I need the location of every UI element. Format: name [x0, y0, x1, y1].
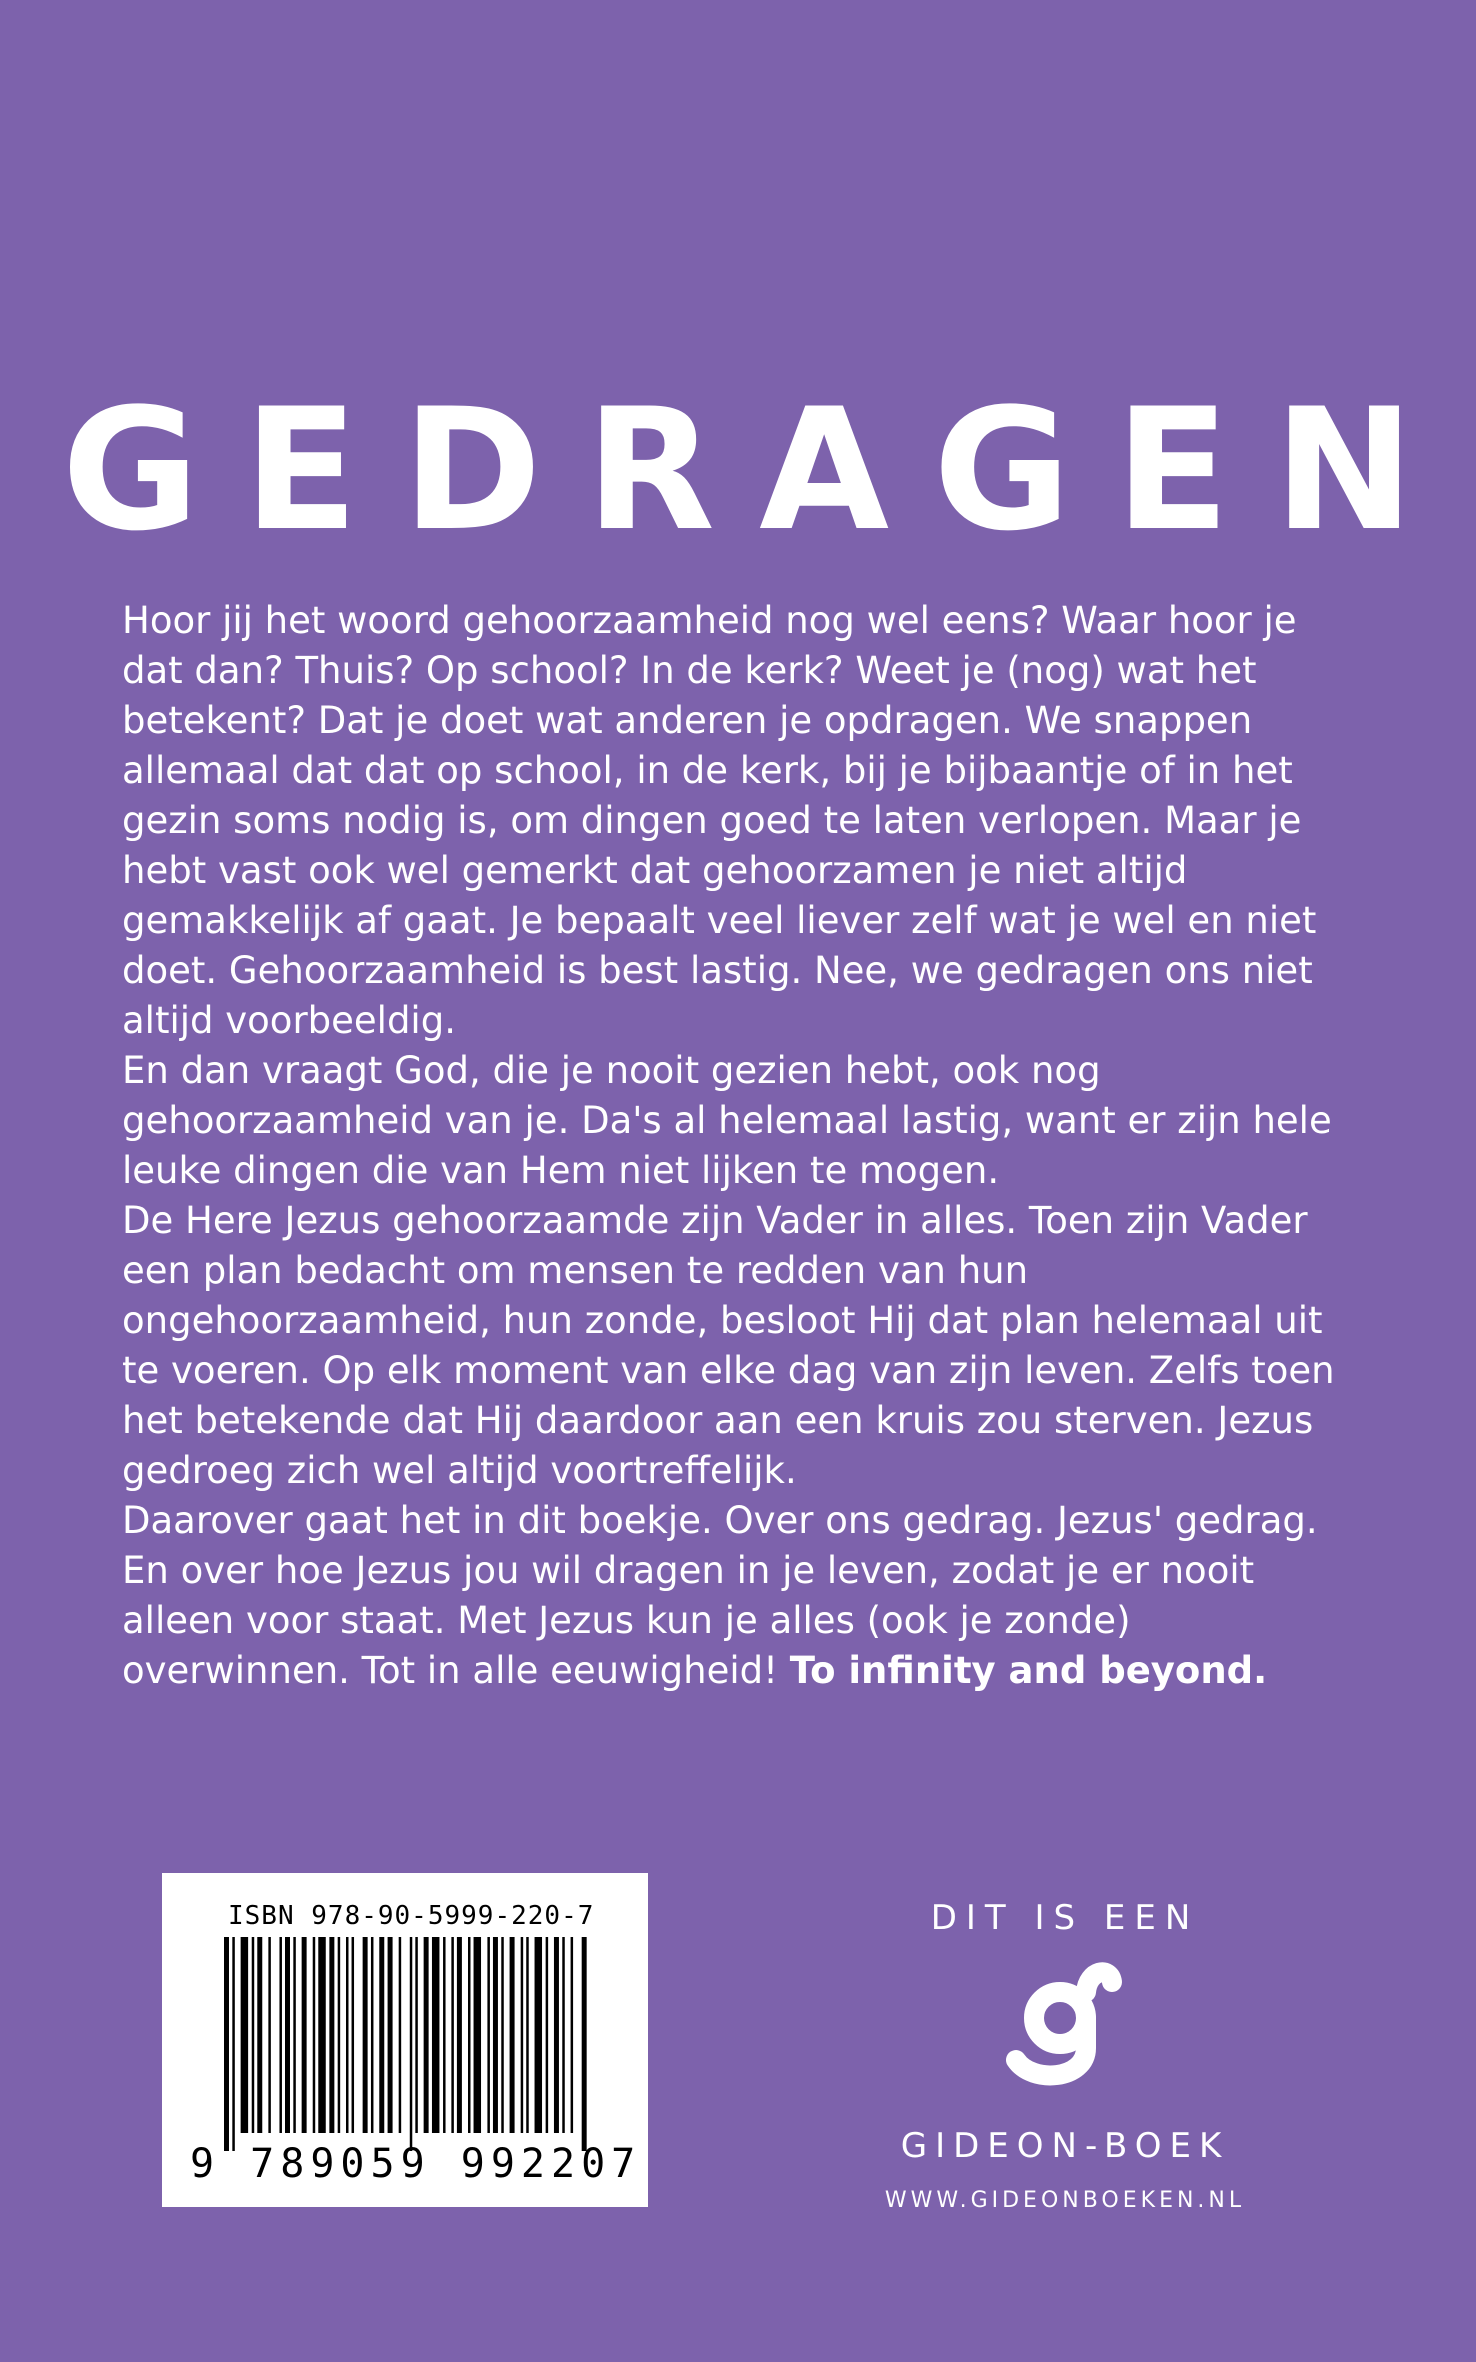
barcode-bar — [257, 1937, 262, 2133]
barcode-bar — [562, 1937, 564, 2133]
barcode-bar — [379, 1937, 384, 2133]
blurb-paragraph: Hoor jij het woord gehoorzaamheid nog wel eens? Waar hoor je dat dan? Thuis? Op school? In de kerk? Weet je (nog) wat het betekent? Dat je doet wat anderen je opdragen. We snappen allemaal dat dat op school, in de kerk, bij je bijbaantje of in het gezin soms nodig is, om dingen goed te laten verlopen. Maar je hebt vast ook wel gemerkt dat gehoorzamen je niet altijd gemakkelijk af gaat. Je bepaalt veel liever zelf wat je wel en niet doet. Gehoorzaamheid is best lastig. Nee, we gedragen ons niet altijd voorbeeldig. — [122, 599, 1317, 1042]
publisher-url: WWW.GIDEONBOEKEN.NL — [884, 2188, 1246, 2213]
barcode-bar — [293, 1937, 295, 2133]
isbn-text: ISBN 978-90-5999-220-7 — [228, 1901, 595, 1931]
barcode-bars — [224, 1937, 590, 2151]
publisher-block — [800, 1898, 1330, 2213]
barcode-bar — [457, 1937, 462, 2133]
publisher-intro: DIT IS EEN — [930, 1898, 1200, 1938]
barcode-bar — [468, 1937, 470, 2133]
g-logo-icon — [990, 1956, 1140, 2106]
barcode-bar — [443, 1937, 445, 2133]
barcode-bar — [554, 1937, 559, 2133]
barcode-bar — [415, 1937, 417, 2133]
barcode-bar — [546, 1937, 548, 2133]
barcode-bar — [582, 1937, 587, 2151]
barcode-bar — [493, 1937, 498, 2133]
ean-digits: 9 789059 992207 — [190, 2141, 642, 2187]
back-cover-blurb — [122, 596, 1362, 1696]
barcode-bar — [399, 1937, 401, 2133]
barcode-bar — [302, 1937, 307, 2133]
barcode-bar — [338, 1937, 340, 2133]
book-title: GEDRAGEN — [61, 372, 1459, 568]
barcode-bar — [268, 1937, 270, 2133]
barcode-bar — [346, 1937, 348, 2133]
barcode-bar — [388, 1937, 393, 2133]
blurb-paragraph-last — [122, 1496, 1362, 1696]
blurb-paragraph-text: Daarover gaat het in dit boekje. Over ons gedrag. Jezus' gedrag. En over hoe Jezus jou wil dragen in je leven, zodat je er nooit alleen voor staat. Met Jezus kun je alles (ook je zonde) overwinnen. Tot in alle eeuwigheid! — [122, 1499, 1318, 1692]
barcode-bar — [501, 1937, 503, 2133]
barcode-bar — [510, 1937, 515, 2133]
barcode-bar — [363, 1937, 368, 2133]
barcode-bar — [487, 1937, 489, 2133]
barcode-bar — [521, 1937, 523, 2133]
barcode-bar — [279, 1937, 281, 2133]
barcode-bar — [432, 1937, 439, 2133]
blurb-paragraph: En dan vraagt God, die je nooit gezien hebt, ook nog gehoorzaamheid van je. Da's al helemaal lastig, want er zijn hele leuke dingen die van Hem niet lijken te mogen. — [122, 1049, 1332, 1192]
barcode-bar — [535, 1937, 542, 2133]
publisher-name: GIDEON-BOEK — [900, 2126, 1230, 2166]
barcode-bar — [451, 1937, 453, 2133]
barcode-bar — [313, 1937, 315, 2133]
closing-tagline: To infinity and beyond. — [789, 1649, 1268, 1692]
barcode-bar — [241, 1937, 248, 2133]
barcode-bar — [371, 1937, 373, 2133]
barcode-bar — [571, 1937, 573, 2133]
barcode-bar — [474, 1937, 481, 2133]
barcode-bar — [329, 1937, 334, 2133]
barcode-bar — [318, 1937, 325, 2133]
barcode-bar — [352, 1937, 354, 2133]
blurb-paragraph: De Here Jezus gehoorzaamde zijn Vader in alles. Toen zijn Vader een plan bedacht om mensen te redden van hun ongehoorzaamheid, hun zonde, besloot Hij dat plan helemaal uit te voeren. Op elk moment van elke dag van zijn leven. Zelfs toen het betekende dat Hij daardoor aan een kruis zou sterven. Jezus gedroeg zich wel altijd voortreffelijk. — [122, 1199, 1335, 1492]
barcode-bar — [285, 1937, 290, 2133]
barcode-bar — [232, 1937, 234, 2151]
barcode-bar — [424, 1937, 429, 2133]
barcode-bar — [252, 1937, 254, 2133]
barcode-bar — [526, 1937, 528, 2133]
barcode-bar — [410, 1937, 412, 2151]
barcode-bar — [224, 1937, 229, 2151]
barcode-box — [162, 1873, 648, 2207]
